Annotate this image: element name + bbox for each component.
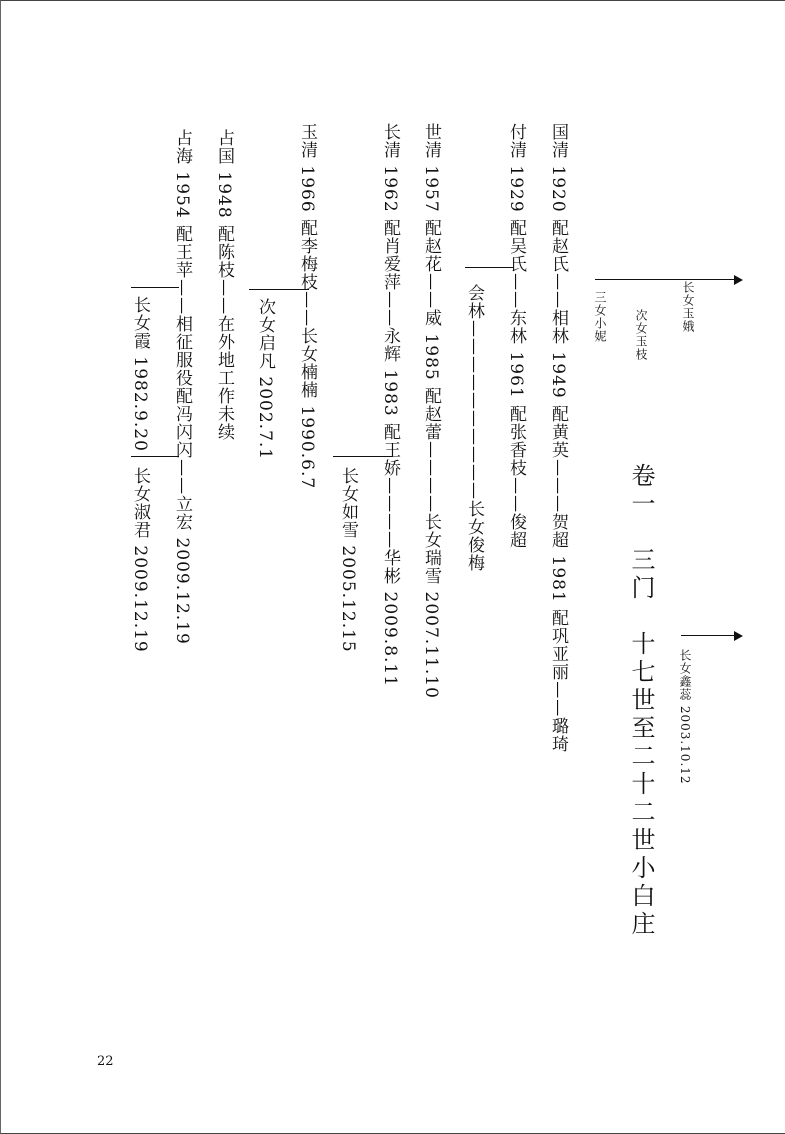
lineage-entry: 三女小妮 [593, 291, 607, 343]
lineage-entry: 玉清 1966 配李梅枝——长女楠楠 1990.6.7 [297, 123, 317, 490]
lineage-entry: 长女鑫蕊 2003.10.12 [678, 649, 692, 785]
lineage-entry: 长女玉娥 [681, 281, 695, 333]
branch-line [131, 287, 179, 288]
page-number: 22 [97, 1054, 114, 1069]
lineage-entry: 付清 1929 配吴氏——东林 1961 配张香枝——俊超 [506, 123, 526, 550]
continuation-arrow [595, 279, 741, 280]
lineage-entry: 占国 1948 配陈枝——在外地工作未续 [214, 129, 234, 442]
lineage-entry: 国清 1920 配赵氏——相林 1949 配黄英———贺超 1981 配巩亚丽——璐琦 [548, 123, 568, 754]
branch-line [131, 456, 179, 457]
branch-line [333, 456, 393, 457]
page-title: 卷一 三门 十七世至二十二世小白庄 [627, 463, 655, 939]
lineage-entry: 世清 1957 配赵花——威 1985 配赵蕾————长女瑞雪 2007.11.10 [421, 123, 441, 699]
lineage-entry: 长女如雪 2005.12.15 [338, 467, 358, 653]
lineage-entry: 占海 1954 配王苹——相征服役配冯闪闪——立宏 2009.12.19 [172, 129, 192, 645]
lineage-entry: 长清 1962 配肖爱萍——永辉 1983 配王娇————华彬 2009.8.11 [380, 123, 400, 688]
lineage-entry: 次女玉枝 [634, 309, 648, 361]
branch-line [465, 267, 513, 268]
continuation-arrow [681, 635, 741, 636]
branch-line [249, 289, 309, 290]
lineage-entry: 长女淑君 2009.12.19 [130, 467, 150, 653]
lineage-entry: 次女启凡 2002.7.1 [255, 298, 275, 461]
lineage-entry: 会林——————————长女俊梅 [464, 284, 484, 572]
lineage-entry: 长女霞 1982.9.20 [130, 296, 150, 452]
